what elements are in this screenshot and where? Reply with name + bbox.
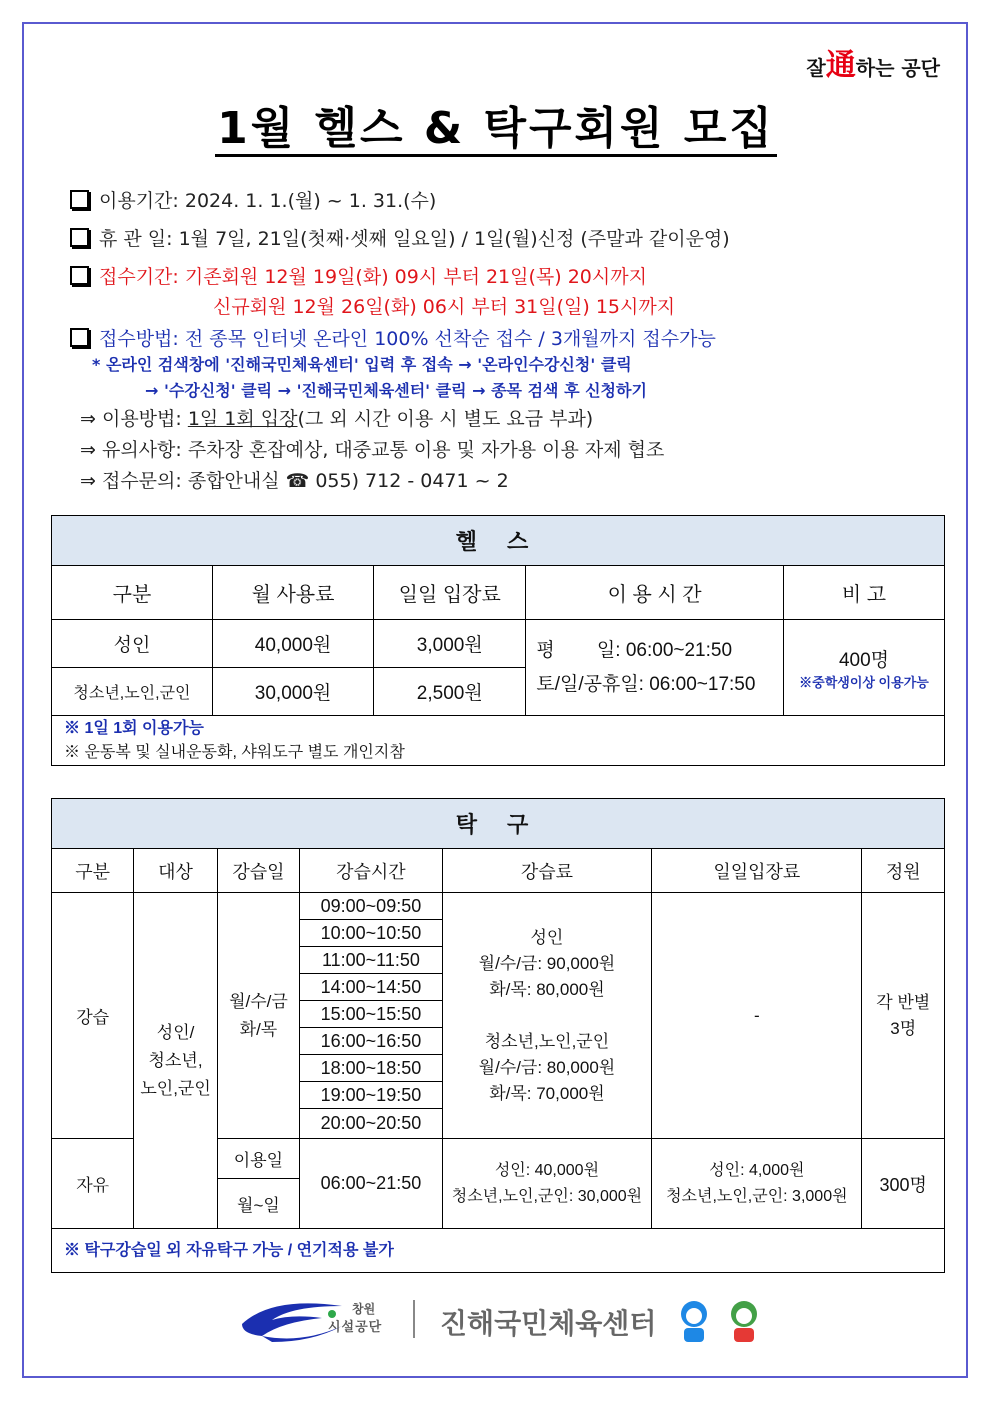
tt-time-slot: 11:00~11:50 bbox=[300, 947, 443, 974]
tt-free-capacity: 300명 bbox=[862, 1139, 945, 1229]
tt-col-fee: 강습료 bbox=[442, 849, 651, 893]
tt-title: 탁 구 bbox=[52, 799, 945, 849]
tt-time-slot: 18:00~18:50 bbox=[300, 1055, 443, 1082]
registration-line: 접수기간: 기존회원 12월 19일(화) 09시 부터 21일(목) 20시까지 bbox=[70, 262, 647, 289]
row-monthly: 40,000원 bbox=[212, 620, 373, 668]
org-name-line2: 시설공단 bbox=[328, 1320, 383, 1335]
tt-col-capacity: 정원 bbox=[862, 849, 945, 893]
health-capacity: 400명 ※중학생이상 이용가능 bbox=[783, 620, 944, 716]
health-notes: ※ 1일 1회 이용가능 ※ 운동복 및 실내운동화, 샤워도구 별도 개인지참 bbox=[52, 716, 945, 766]
tt-time-slot: 16:00~16:50 bbox=[300, 1028, 443, 1055]
tt-time-slot: 20:00~20:50 bbox=[300, 1109, 443, 1139]
slogan: 잘通하는 공단 bbox=[806, 48, 940, 83]
health-col-monthly: 월 사용료 bbox=[212, 566, 373, 620]
tt-free-time: 06:00~21:50 bbox=[300, 1139, 443, 1229]
tt-free-fee: 성인: 40,000원 청소년,노인,군인: 30,000원 bbox=[442, 1139, 651, 1229]
tt-col-time: 강습시간 bbox=[300, 849, 443, 893]
health-hours: 평 일: 06:00~21:50 토/일/공휴일: 06:00~17:50 bbox=[526, 620, 784, 716]
tt-time-slot: 10:00~10:50 bbox=[300, 920, 443, 947]
page-title: 1월 헬스 & 탁구회원 모집 bbox=[0, 92, 992, 156]
health-col-hours: 이 용 시 간 bbox=[526, 566, 784, 620]
tt-col-days: 강습일 bbox=[217, 849, 299, 893]
row-monthly: 30,000원 bbox=[212, 668, 373, 716]
tt-target: 성인/ 청소년, 노인,군인 bbox=[134, 893, 217, 1229]
tt-lesson-daily: - bbox=[652, 893, 862, 1139]
tt-lesson-capacity: 각 반별 3명 bbox=[862, 893, 945, 1139]
row-daily: 3,000원 bbox=[374, 620, 526, 668]
method-line: 접수방법: 전 종목 인터넷 온라인 100% 선착순 접수 / 3개월까지 접수가능 bbox=[70, 324, 716, 351]
tt-free-daily: 성인: 4,000원 청소년,노인,군인: 3,000원 bbox=[652, 1139, 862, 1229]
footer bbox=[232, 1292, 792, 1352]
guide-line-1: * 온라인 검색창에 '진해국민체육센터' 입력 후 접속 → '온라인수강신청' 클릭 bbox=[92, 355, 632, 374]
health-table bbox=[51, 515, 945, 766]
contact-line: ⇒ 접수문의: 종합안내실 ☎ 055) 712 - 0471 ~ 2 bbox=[80, 470, 509, 492]
checkbox-icon bbox=[70, 328, 89, 347]
mascot-icon bbox=[681, 1301, 757, 1342]
health-title: 헬 스 bbox=[52, 516, 945, 566]
tt-lesson-fee: 성인 월/수/금: 90,000원 화/목: 80,000원 청소년,노인,군인 월/수/금: 80,000원 화/목: 70,000원 bbox=[442, 893, 651, 1139]
row-daily: 2,500원 bbox=[374, 668, 526, 716]
table-row bbox=[52, 620, 945, 668]
tt-time-slot: 15:00~15:50 bbox=[300, 1001, 443, 1028]
tt-time-slot: 09:00~09:50 bbox=[300, 893, 443, 920]
use-method-line: ⇒ 이용방법: 1일 1회 입장(그 외 시간 이용 시 별도 요금 부과) bbox=[80, 408, 594, 430]
closed-line: 휴 관 일: 1월 7일, 21일(첫째·셋째 일요일) / 1일(월)신정 (주말과 같이운영) bbox=[70, 224, 730, 251]
checkbox-icon bbox=[70, 266, 89, 285]
tt-time-slot: 19:00~19:50 bbox=[300, 1082, 443, 1109]
tt-lesson-label: 강습 bbox=[52, 893, 134, 1139]
org-name-line1: 창원 bbox=[352, 1302, 376, 1316]
tt-col-target: 대상 bbox=[134, 849, 217, 893]
registration-new-line: 신규회원 12월 26일(화) 06시 부터 31일(일) 15시까지 bbox=[213, 296, 676, 318]
checkbox-icon bbox=[70, 190, 89, 209]
checkbox-icon bbox=[70, 228, 89, 247]
tt-col-daily: 일일입장료 bbox=[652, 849, 862, 893]
guide-line-2: → '수강신청' 클릭 → '진해국민체육센터' 클릭 → 종목 검색 후 신청하기 bbox=[145, 381, 647, 400]
tt-use-day: 이용일 bbox=[217, 1139, 299, 1179]
tt-col-type: 구분 bbox=[52, 849, 134, 893]
table-tennis-table bbox=[51, 798, 945, 1273]
center-name: 진해국민체육센터 bbox=[440, 1307, 657, 1340]
health-col-type: 구분 bbox=[52, 566, 213, 620]
health-col-note: 비 고 bbox=[783, 566, 944, 620]
row-type: 청소년,노인,군인 bbox=[52, 668, 213, 716]
period-line: 이용기간: 2024. 1. 1.(월) ~ 1. 31.(수) bbox=[70, 186, 436, 213]
row-type: 성인 bbox=[52, 620, 213, 668]
tt-use-days: 월~일 bbox=[217, 1179, 299, 1229]
caution-line: ⇒ 유의사항: 주차장 혼잡예상, 대중교통 이용 및 자가용 이용 자제 협조 bbox=[80, 439, 665, 461]
tt-days: 월/수/금 화/목 bbox=[217, 893, 299, 1139]
tt-free-label: 자유 bbox=[52, 1139, 134, 1229]
health-col-daily: 일일 입장료 bbox=[374, 566, 526, 620]
tt-time-slot: 14:00~14:50 bbox=[300, 974, 443, 1001]
tt-note: ※ 탁구강습일 외 자유탁구 가능 / 연기적용 불가 bbox=[52, 1229, 945, 1273]
